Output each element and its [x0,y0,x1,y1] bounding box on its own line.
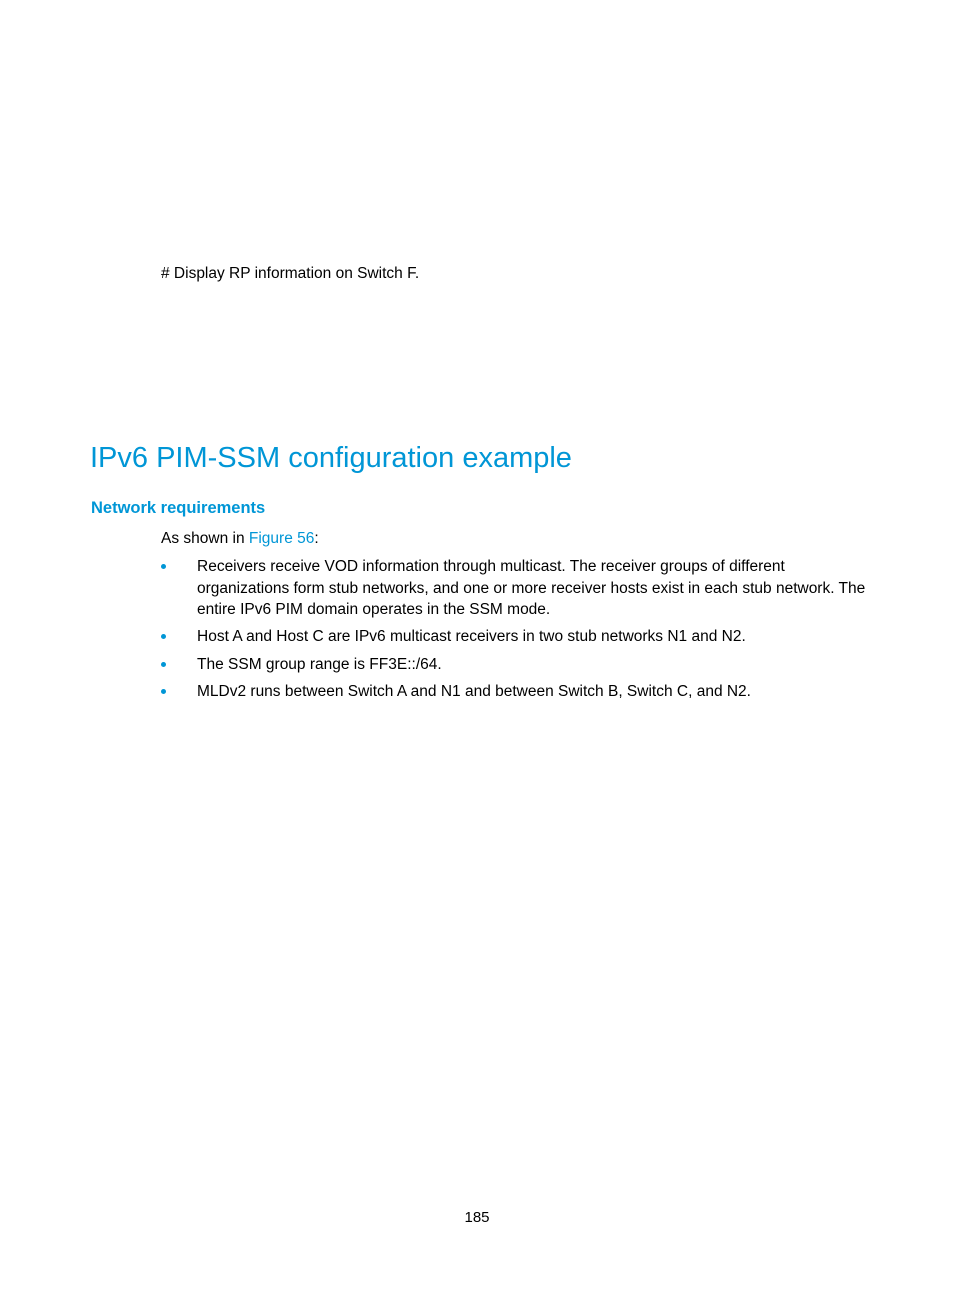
list-item-text: The SSM group range is FF3E::/64. [197,656,442,673]
list-item-text: Host A and Host C are IPv6 multicast receivers in two stub networks N1 and N2. [197,628,746,645]
figure-link[interactable]: Figure 56 [248,530,315,547]
bullet-icon [161,689,166,694]
bullet-icon [161,564,166,569]
list-item-text: MLDv2 runs between Switch A and N1 and between Switch B, Switch C, and N2. [197,683,751,700]
page-number: 185 [464,1209,490,1226]
intro-sentence [161,529,319,549]
display-rp-step: # Display RP information on Switch F. [161,265,420,282]
bullet-icon [161,662,166,667]
bullet-icon [161,634,166,639]
intro-suffix: : [314,530,319,547]
list-item-text: Receivers receive VOD information through multicast. The receiver groups of different organizations form stub networks, and one or more receiver hosts exist in each stub network. The entire IPv6 PIM domain operates in the SSM mode. [197,558,866,618]
section-title: IPv6 PIM-SSM configuration example [90,442,572,474]
intro-prefix: As shown in [161,530,249,547]
subsection-title: Network requirements [91,499,266,517]
